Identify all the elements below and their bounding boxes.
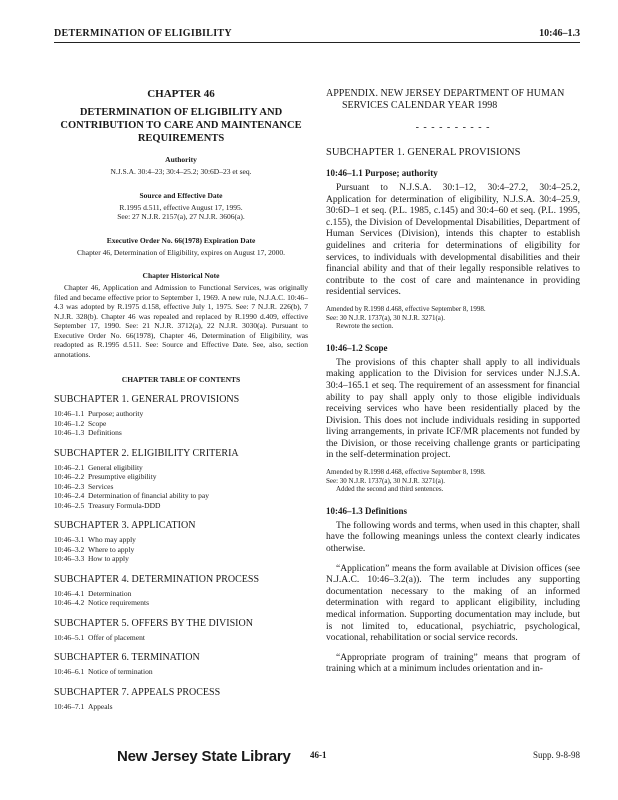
right-column: [326, 88, 580, 676]
toc-entry-title: Notice requirements: [88, 598, 150, 607]
chapter-title: DETERMINATION OF ELIGIBILITY AND CONTRIBUTION TO CARE AND MAINTENANCE REQUIREMENTS: [60, 107, 302, 144]
toc-entry-title: Where to apply: [88, 544, 135, 554]
history-note: Chapter 46, Application and Admission to Functional Services, was originally filed and became effective prior to September 1, 1969. A new rule, N.J.A.C. 10:46–4.3 was adopted by R.1975 d.158, effective July 1, 1975. See: 7 N.J.R. 226(b), 7 N.J.R. 328(b). Chapter 46 was repealed and replaced by R.1990 d.409, effective September 17, 1990. See: 21 N.J.R. 3712(a), 22 N.J.R. 3030(a). Pursuant to Executive Order No. 66(1978), Chapter 46, Determination of Eligibility, was readopted as R.1995 d.511. See: Source and Effective Date. See, also, section annotations.: [54, 283, 308, 359]
source-heading: Source and Effective Date: [139, 190, 223, 200]
library-watermark: New Jersey State Library: [117, 748, 291, 765]
toc-entry-number: 10:46–2.2: [54, 472, 85, 481]
toc-entry-number: 10:46–3.2: [54, 544, 85, 554]
toc-entry-title: General eligibility: [88, 462, 143, 472]
toc-entry-number: 10:46–1.3: [54, 428, 85, 437]
section-heading-1-3: 10:46–1.3 Definitions: [326, 505, 407, 516]
toc-entry: [54, 554, 308, 564]
amendment-note: Amended by R.1998 d.468, effective September 8, 1998.: [326, 468, 486, 477]
definition-application: “Application” means the form available at Division offices (see N.J.A.C. 10:46–3.2(a)). The term includes any supporting documentation necessary to the making of an informed determination with regard to applicant eligibility, including medical information. Supporting documentation may include, but is not limited to, educational, psychiatric, psychological, vocational, rehabilitation or social service records.: [326, 563, 580, 644]
section-heading-1-1: 10:46–1.1 Purpose; authority: [326, 168, 438, 178]
toc-entry-title: Appeals: [88, 701, 113, 711]
toc-entry-number: 10:46–1.2: [54, 418, 85, 428]
toc-entry-title: Purpose; authority: [88, 409, 144, 418]
toc-entry-title: Scope: [88, 418, 107, 428]
toc-entry-number: 10:46–3.3: [54, 554, 85, 563]
toc-entry: [54, 633, 308, 643]
toc-entry: [54, 482, 308, 492]
toc-entry-title: Determination of financial ability to pay: [88, 491, 210, 500]
supplement-date: Supp. 9-8-98: [533, 750, 580, 760]
toc-subchapter: SUBCHAPTER 3. APPLICATION: [54, 520, 196, 531]
toc-entry-number: 10:46–1.1: [54, 409, 85, 418]
toc-entry: [54, 419, 308, 429]
toc-entry-number: 10:46–2.1: [54, 462, 85, 472]
toc-entry: [54, 589, 308, 599]
toc-entry: [54, 491, 308, 501]
toc-entry: [54, 472, 308, 482]
toc-entry-title: Notice of termination: [88, 667, 153, 676]
left-column: [54, 88, 308, 711]
section-body-1-2: The provisions of this chapter shall apply to all individuals making application to the Division for services under N.J.S.A. 30:4–165.1 et seq. The requirement of an assessment for financial ability to pay shall apply only to those eligible individuals receiving services who have been residentially placed by the Division. This does not include individuals residing in supported living arrangements, in private ICF/MR placements not funded by the Division, or those receiving challenge grants or participating in the self-determination project.: [326, 357, 580, 461]
history-heading: Chapter Historical Note: [142, 271, 220, 280]
toc-subchapter: SUBCHAPTER 7. APPEALS PROCESS: [54, 686, 221, 698]
toc-entry-number: 10:46–2.5: [54, 500, 85, 510]
toc-entry-number: 10:46–6.1: [54, 667, 85, 676]
toc-entry: [54, 667, 308, 677]
toc-subchapter: SUBCHAPTER 4. DETERMINATION PROCESS: [54, 573, 260, 585]
toc-entry-title: Services: [88, 481, 114, 491]
toc-entry-title: Definitions: [88, 428, 122, 437]
toc-subchapter: SUBCHAPTER 5. OFFERS BY THE DIVISION: [54, 617, 253, 629]
exec-order-heading: Executive Order No. 66(1978) Expiration Date: [106, 235, 256, 245]
toc-entry: [54, 545, 308, 555]
toc-entry-number: 10:46–2.3: [54, 481, 85, 491]
toc-entry-title: Who may apply: [88, 535, 136, 544]
amendment-note: Rewrote the section.: [336, 322, 394, 331]
toc-entry-title: Treasury Formula-DDD: [88, 500, 161, 510]
toc-entry: [54, 409, 308, 419]
definitions-intro: The following words and terms, when used in this chapter, shall have the following meanings unless the context clearly indicates otherwise.: [326, 520, 580, 555]
section-body-1-1: Pursuant to N.J.S.A. 30:1–12, 30:4–27.2, 30:4–25.2, Application for determination of eligibility, N.J.S.A. 30:4–25.9, 30:6D–1 et seq. (P.L. 1985, c.145) and 30:4–60 et seq. (P.L. 1995, c.155), the Division of Developmental Disabilities, Department of Human Services (Division), intends this chapter to establish guidelines and criteria for determinations of eligibility for services, to individuals with developmental disabilities and their financial ability and that of their legally responsible relatives to contribute to the cost of care and maintenance in providing residential services.: [326, 183, 580, 298]
toc-entry: [54, 428, 308, 438]
toc-entry: [54, 501, 308, 511]
table-of-contents: [54, 394, 308, 711]
toc-entry: [54, 598, 308, 608]
authority-heading: Authority: [165, 155, 197, 164]
toc-subchapter: SUBCHAPTER 2. ELIGIBILITY CRITERIA: [54, 447, 239, 459]
toc-entry-number: 10:46–7.1: [54, 701, 85, 711]
toc-entry-title: How to apply: [88, 554, 129, 563]
toc-entry: [54, 702, 308, 712]
authority-text: N.J.S.A. 30:4–23; 30:4–25.2; 30:6D–23 et seq.: [110, 167, 252, 176]
exec-order-text: Chapter 46, Determination of Eligibility, expires on August 17, 2000.: [76, 247, 286, 257]
amendment-note: See: 30 N.J.R. 1737(a), 30 N.J.R. 3271(a).: [326, 476, 445, 485]
appendix-title: APPENDIX. NEW JERSEY DEPARTMENT OF HUMAN SERVICES CALENDAR YEAR 1998: [326, 88, 565, 111]
toc-entry-number: 10:46–5.1: [54, 632, 85, 642]
source-line-2: See: 27 N.J.R. 2157(a), 27 N.J.R. 3606(a).: [117, 212, 245, 221]
chapter-number: CHAPTER 46: [147, 88, 215, 100]
toc-entry-number: 10:46–2.4: [54, 491, 85, 500]
amendment-note: Amended by R.1998 d.468, effective September 8, 1998.: [326, 304, 486, 313]
toc-heading: CHAPTER TABLE OF CONTENTS: [121, 375, 241, 384]
header-section: 10:46–1.3: [539, 28, 580, 39]
toc-entry-title: Offer of placement: [88, 632, 145, 642]
amendment-note: See: 30 N.J.R. 1737(a), 30 N.J.R. 3271(a).: [326, 313, 445, 322]
subchapter-heading: SUBCHAPTER 1. GENERAL PROVISIONS: [326, 147, 521, 158]
toc-entry-number: 10:46–3.1: [54, 535, 85, 544]
toc-entry: [54, 535, 308, 545]
toc-entry-number: 10:46–4.1: [54, 588, 85, 598]
toc-subchapter: SUBCHAPTER 6. TERMINATION: [54, 652, 200, 663]
header-title: DETERMINATION OF ELIGIBILITY: [54, 28, 232, 39]
definition-program-training: “Appropriate program of training” means that program of training which at a minimum includes orientation and in-: [326, 652, 580, 675]
footer: [0, 748, 618, 768]
amendment-note: Added the second and third sentences.: [336, 485, 444, 494]
toc-entry-title: Presumptive eligibility: [88, 472, 157, 481]
toc-subchapter: SUBCHAPTER 1. GENERAL PROVISIONS: [54, 394, 240, 405]
source-line-1: R.1995 d.511, effective August 17, 1995.: [119, 202, 243, 212]
separator-dashes: - - - - - - - - - -: [415, 122, 491, 133]
page-number: 46-1: [310, 750, 327, 760]
toc-entry: [54, 463, 308, 473]
section-heading-1-2: 10:46–1.2 Scope: [326, 342, 388, 353]
toc-entry-title: Determination: [88, 588, 132, 598]
toc-entry-number: 10:46–4.2: [54, 598, 85, 607]
running-header: [54, 28, 580, 43]
